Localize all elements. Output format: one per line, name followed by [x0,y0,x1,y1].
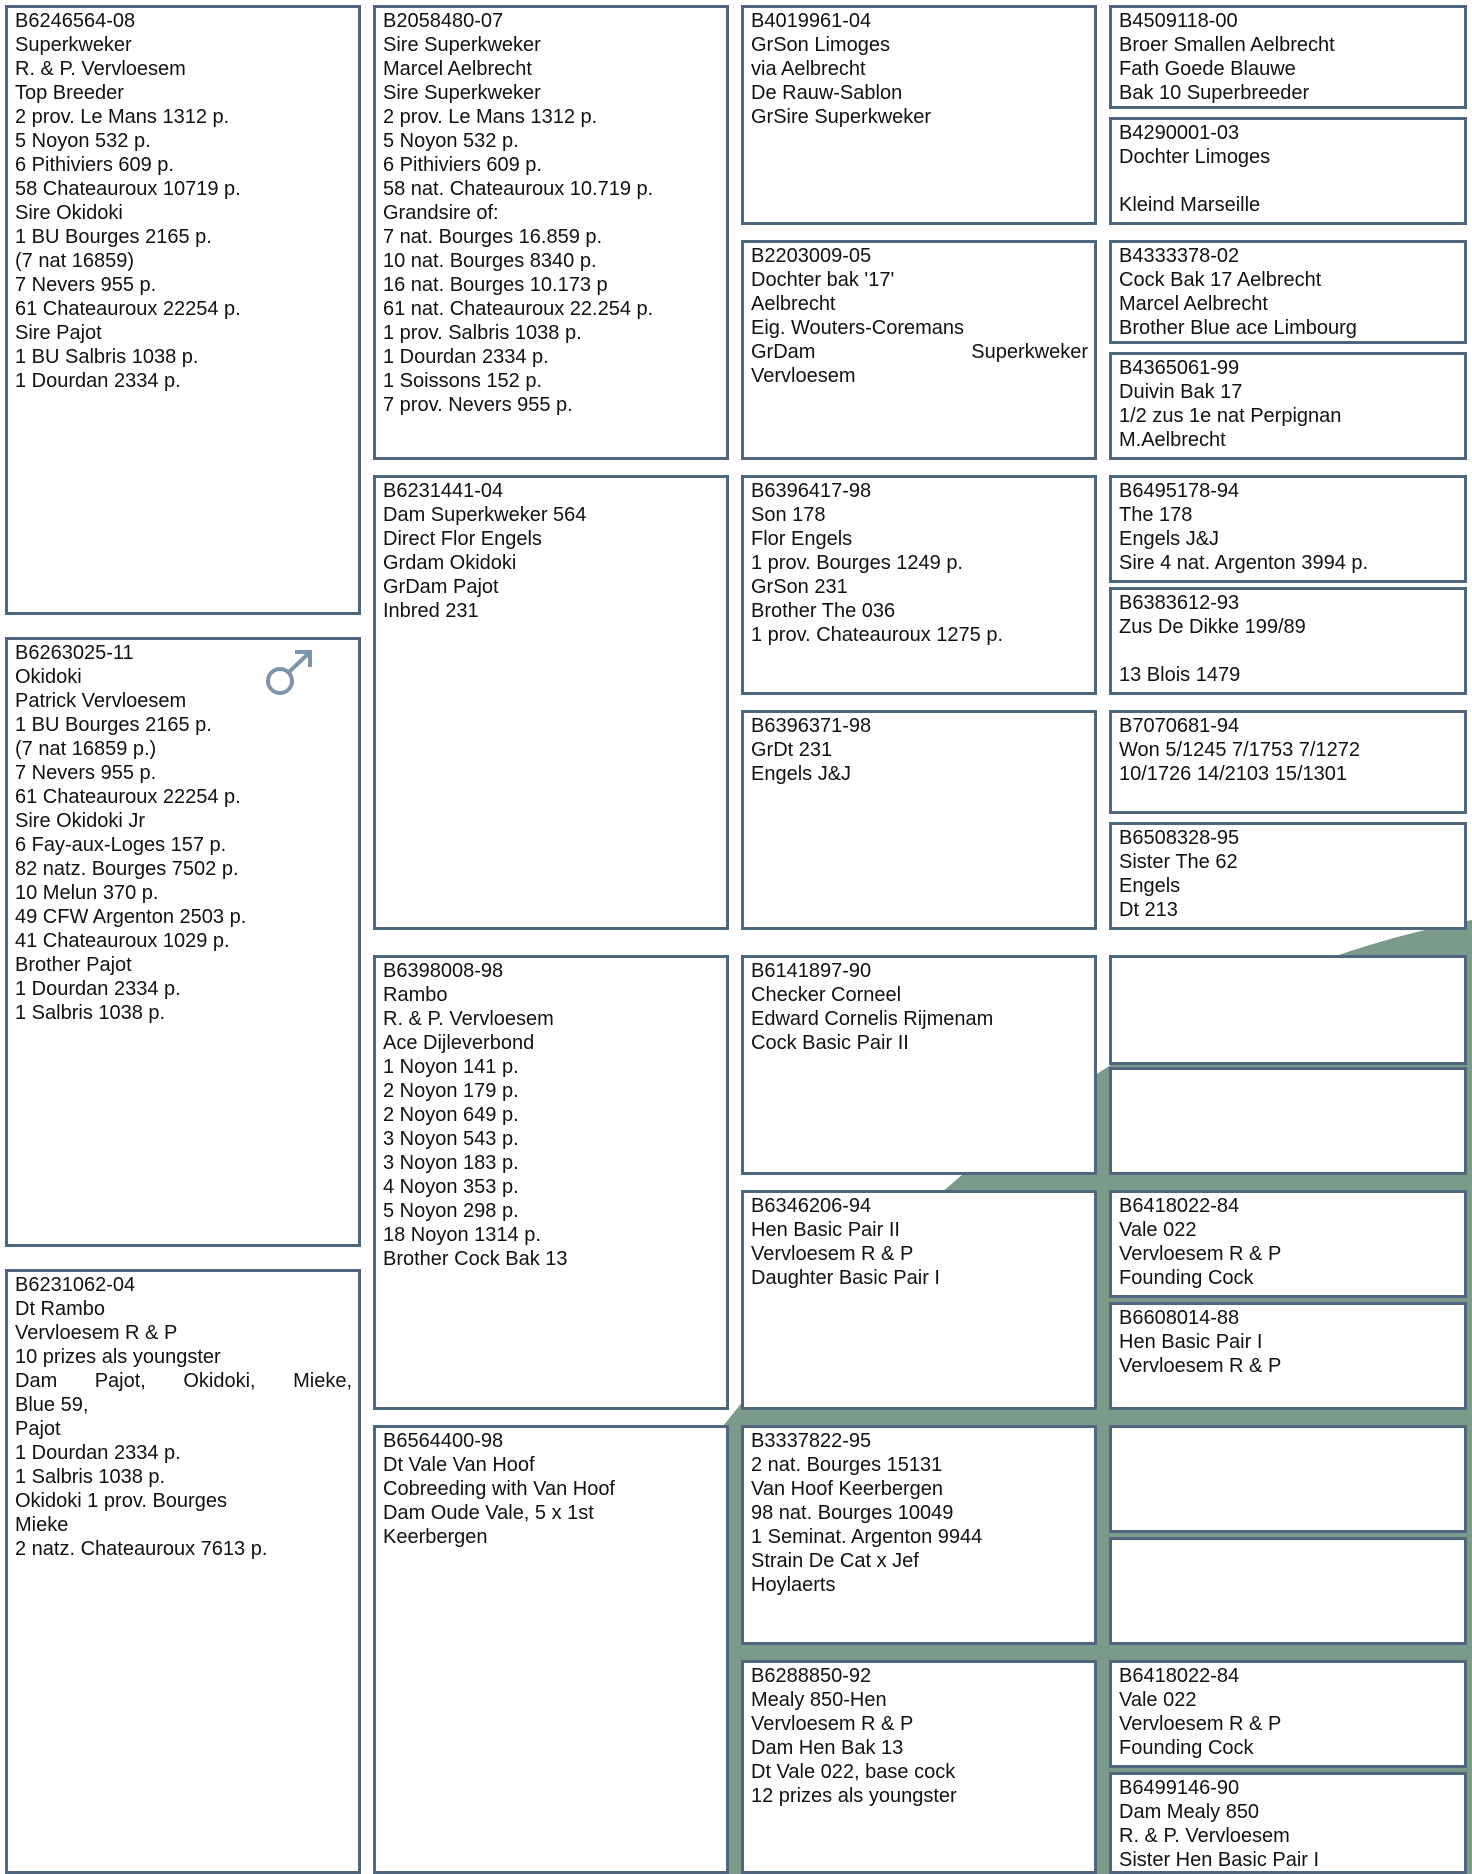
card-text-line: Dam Hen Bak 13 [751,1737,904,1759]
gen4-card[interactable] [1109,1425,1467,1533]
card-text-line: 41 Chateauroux 1029 p. [15,930,230,952]
card-text-line: 16 nat. Bourges 10.173 p [383,274,608,296]
card-text-line: Zus De Dikke 199/89 [1119,616,1306,638]
card-text-line: Brother Blue ace Limbourg [1119,317,1357,339]
card-text-line: The 178 [1119,504,1193,526]
card-text-line: 1 Dourdan 2334 p. [15,370,181,392]
gen3-card[interactable] [741,1425,1097,1645]
justified-word: Okidoki, [183,1370,256,1392]
card-text-line: 2 prov. Le Mans 1312 p. [15,106,230,128]
card-text-line: Vervloesem R & P [1119,1355,1282,1377]
card-text-line: 2 Noyon 649 p. [383,1104,519,1126]
card-text-line: Ace Dijleverbond [383,1032,535,1054]
card-text-line: Blue 59, [15,1394,89,1416]
gen3-card[interactable] [741,475,1097,695]
ring-number: B4290001-03 [1119,122,1240,144]
card-text-line: Dt Rambo [15,1298,106,1320]
card-text-line: Founding Cock [1119,1737,1254,1759]
card-text-line [1119,639,1458,663]
card-text-line: Edward Cornelis Rijmenam [751,1008,994,1030]
gen3-card[interactable] [741,1660,1097,1874]
card-text-line: Won 5/1245 7/1753 7/1272 [1119,739,1360,761]
card-text-line: Sire Pajot [15,322,102,344]
card-text-line: 5 Noyon 298 p. [383,1200,519,1222]
gen4-card[interactable] [1109,240,1467,344]
card-text-line: Sister The 62 [1119,851,1238,873]
card-text-line: Brother The 036 [751,600,896,622]
ring-number: B7070681-94 [1119,715,1240,737]
card-text-line: 98 nat. Bourges 10049 [751,1502,954,1524]
card-text-line: 58 nat. Chateauroux 10.719 p. [383,178,654,200]
card-text-line: 1 Dourdan 2334 p. [383,346,549,368]
ring-number: B3337822-95 [751,1430,872,1452]
ring-number: B6508328-95 [1119,827,1240,849]
card-text-line: Cobreeding with Van Hoof [383,1478,615,1500]
card-text-line: Superkweker [15,34,132,56]
card-text-line: 1 prov. Chateauroux 1275 p. [751,624,1004,646]
ring-number: B6418022-84 [1119,1665,1240,1687]
card-text-line [1119,169,1458,193]
card-text-line: Hoylaerts [751,1574,836,1596]
gen2-card[interactable] [373,475,729,930]
card-text-line: Fath Goede Blauwe [1119,58,1296,80]
card-text-line: Dam Mealy 850 [1119,1801,1260,1823]
card-text-line: 6 Fay-aux-Loges 157 p. [15,834,227,856]
card-text-line: 10 Melun 370 p. [15,882,159,904]
card-text-line: Broer Smallen Aelbrecht [1119,34,1335,56]
gen3-card[interactable] [741,5,1097,225]
justified-word: GrDam [751,341,816,363]
gen4-card[interactable] [1109,1190,1467,1298]
justified-word: Superkweker [971,341,1088,363]
gen4-card[interactable] [1109,117,1467,225]
card-text-line: via Aelbrecht [751,58,866,80]
card-text-line: Van Hoof Keerbergen [751,1478,943,1500]
dam-card[interactable] [5,1269,361,1874]
ring-number: B6346206-94 [751,1195,872,1217]
card-text-line: 18 Noyon 1314 p. [383,1224,541,1246]
card-text-line: Grandsire of: [383,202,499,224]
ring-number: B6231062-04 [15,1274,136,1296]
card-text-line: 1 BU Bourges 2165 p. [15,226,212,248]
justified-word: Dam [15,1370,58,1392]
card-text-line: Vervloesem [751,365,856,387]
card-text-line: Dt Vale 022, base cock [751,1761,956,1783]
card-text-line: Brother Pajot [15,954,132,976]
card-text-line: Founding Cock [1119,1267,1254,1289]
card-text-line: Vale 022 [1119,1219,1197,1241]
card-text-line: Bak 10 Superbreeder [1119,82,1310,104]
card-text-line: GrDam Pajot [383,576,499,598]
card-text-line: 7 Nevers 955 p. [15,762,157,784]
card-text-line: Duivin Bak 17 [1119,381,1243,403]
card-text-line: Engels J&J [1119,528,1220,550]
justified-word: Pajot, [94,1370,146,1392]
card-text-line: GrSon Limoges [751,34,890,56]
ring-number: B6608014-88 [1119,1307,1240,1329]
ring-number: B6418022-84 [1119,1195,1240,1217]
card-text-line: Son 178 [751,504,826,526]
card-text-line: 7 nat. Bourges 16.859 p. [383,226,603,248]
card-text-line: 5 Noyon 532 p. [383,130,519,152]
card-text-line: 3 Noyon 183 p. [383,1152,519,1174]
gen4-card[interactable] [1109,1067,1467,1175]
card-text-line: M.Aelbrecht [1119,429,1226,451]
gen4-card[interactable] [1109,475,1467,583]
card-text-line: 1 prov. Salbris 1038 p. [383,322,582,344]
card-text-line: 3 Noyon 543 p. [383,1128,519,1150]
card-text-line: 7 prov. Nevers 955 p. [383,394,573,416]
card-text-line: 82 natz. Bourges 7502 p. [15,858,239,880]
card-text-line: Engels [1119,875,1181,897]
card-text-line: Eig. Wouters-Coremans [751,317,965,339]
card-text-line: Strain De Cat x Jef [751,1550,919,1572]
card-text-line: Sire Okidoki Jr [15,810,146,832]
card-text-line: Dt 213 [1119,899,1178,921]
card-text-line: Okidoki [15,666,82,688]
card-text-line: Mieke [15,1514,69,1536]
card-text-line: 61 Chateauroux 22254 p. [15,298,241,320]
card-text-line: Inbred 231 [383,600,479,622]
sire-card[interactable] [5,5,361,615]
gen3-card[interactable] [741,1190,1097,1410]
card-text-line: De Rauw-Sablon [751,82,903,104]
gen2-card[interactable] [373,5,729,460]
card-text-line: 1 Noyon 141 p. [383,1056,519,1078]
card-text-line-justified [15,1369,352,1393]
card-text-line: Vervloesem R & P [751,1243,914,1265]
card-text-line: Keerbergen [383,1526,488,1548]
card-text-line: 1 Dourdan 2334 p. [15,978,181,1000]
card-text-line: Sire Okidoki [15,202,123,224]
card-text-line: 10 nat. Bourges 8340 p. [383,250,597,272]
ring-number: B6396417-98 [751,480,872,502]
card-text-line: 12 prizes als youngster [751,1785,957,1807]
card-text-line: Vervloesem R & P [1119,1243,1282,1265]
ring-number: B4019961-04 [751,10,872,32]
card-text-line: 1 Seminat. Argenton 9944 [751,1526,983,1548]
card-text-line: 13 Blois 1479 [1119,664,1241,686]
card-text-line-justified [751,340,1088,364]
card-text-line: Daughter Basic Pair I [751,1267,940,1289]
card-text-line: Dam Superkweker 564 [383,504,587,526]
ring-number: B2058480-07 [383,10,504,32]
card-text-line: 2 natz. Chateauroux 7613 p. [15,1538,268,1560]
card-text-line: Top Breeder [15,82,124,104]
card-text-line: Engels J&J [751,763,852,785]
card-text-line: Hen Basic Pair II [751,1219,900,1241]
card-text-line: Mealy 850-Hen [751,1689,887,1711]
gen4-card[interactable] [1109,5,1467,109]
card-text-line: Direct Flor Engels [383,528,542,550]
card-text-line: Brother Cock Bak 13 [383,1248,568,1270]
card-text-line: 49 CFW Argenton 2503 p. [15,906,247,928]
ring-number: B4365061-99 [1119,357,1240,379]
gen4-card[interactable] [1109,352,1467,460]
card-text-line: Dt Vale Van Hoof [383,1454,535,1476]
card-text-line: 1 BU Salbris 1038 p. [15,346,199,368]
gen4-card[interactable] [1109,710,1467,814]
gen4-card[interactable] [1109,1302,1467,1410]
gen4-card[interactable] [1109,1537,1467,1645]
card-text-line: 10/1726 14/2103 15/1301 [1119,763,1347,785]
gen4-card[interactable] [1109,1772,1467,1874]
card-text-line: Sister Hen Basic Pair I [1119,1849,1320,1871]
card-text-line: Hen Basic Pair I [1119,1331,1263,1353]
card-text-line: 6 Pithiviers 609 p. [15,154,174,176]
gen4-card[interactable] [1109,587,1467,695]
card-text-line: Pajot [15,1418,61,1440]
ring-number: B6495178-94 [1119,480,1240,502]
card-text-line: R. & P. Vervloesem [15,58,186,80]
card-text-line: GrSire Superkweker [751,106,932,128]
card-text-line: 2 nat. Bourges 15131 [751,1454,943,1476]
ring-number: B6398008-98 [383,960,504,982]
ring-number: B4333378-02 [1119,245,1240,267]
ring-number: B6288850-92 [751,1665,872,1687]
card-text-line: Rambo [383,984,448,1006]
gen3-card[interactable] [741,710,1097,930]
male-sign-icon [262,648,318,698]
card-text-line: 5 Noyon 532 p. [15,130,151,152]
card-text-line: Dochter Limoges [1119,146,1271,168]
card-text-line: (7 nat 16859) [15,250,134,272]
card-text-line: 6 Pithiviers 609 p. [383,154,542,176]
gen3-card[interactable] [741,240,1097,460]
ring-number: B4509118-00 [1119,10,1238,32]
card-text-line: (7 nat 16859 p.) [15,738,157,760]
card-text-line: Marcel Aelbrecht [1119,293,1268,315]
card-text-line: Vervloesem R & P [15,1322,178,1344]
card-text-line: 61 Chateauroux 22254 p. [15,786,241,808]
gen4-card[interactable] [1109,955,1467,1065]
card-text-line: 4 Noyon 353 p. [383,1176,519,1198]
card-text-line: Sire Superkweker [383,82,541,104]
card-text-line: 1 Salbris 1038 p. [15,1466,166,1488]
card-text-line: 2 prov. Le Mans 1312 p. [383,106,598,128]
card-text-line: 1 Dourdan 2334 p. [15,1442,181,1464]
card-text-line: R. & P. Vervloesem [1119,1825,1290,1847]
card-text-line: 2 Noyon 179 p. [383,1080,519,1102]
gen4-card[interactable] [1109,1660,1467,1768]
card-text-line: Patrick Vervloesem [15,690,187,712]
card-text-line: Dam Oude Vale, 5 x 1st [383,1502,594,1524]
card-text-line: Sire 4 nat. Argenton 3994 p. [1119,552,1369,574]
card-text-line: Checker Corneel [751,984,902,1006]
card-text-line: Cock Basic Pair II [751,1032,909,1054]
card-text-line: 10 prizes als youngster [15,1346,221,1368]
card-text-line: 1/2 zus 1e nat Perpignan [1119,405,1342,427]
ring-number: B2203009-05 [751,245,872,267]
card-text-line: Grdam Okidoki [383,552,517,574]
ring-number: B6141897-90 [751,960,872,982]
card-text-line: Okidoki 1 prov. Bourges [15,1490,227,1512]
card-text-line: Sire Superkweker [383,34,541,56]
subject-card[interactable] [5,637,361,1247]
ring-number: B6396371-98 [751,715,872,737]
ring-number: B6246564-08 [15,10,136,32]
card-text-line: Vervloesem R & P [1119,1713,1282,1735]
card-text-line: 1 Soissons 152 p. [383,370,542,392]
card-text-line: Cock Bak 17 Aelbrecht [1119,269,1322,291]
card-text-line: Flor Engels [751,528,853,550]
card-text-line: Kleind Marseille [1119,194,1261,216]
card-text-line: 58 Chateauroux 10719 p. [15,178,241,200]
gen4-card[interactable] [1109,822,1467,930]
gen2-card[interactable] [373,955,729,1410]
card-text-line: 7 Nevers 955 p. [15,274,157,296]
card-text-line: Vale 022 [1119,1689,1197,1711]
card-text-line: 1 prov. Bourges 1249 p. [751,552,963,574]
ring-number: B6499146-90 [1119,1777,1240,1799]
gen2-card[interactable] [373,1425,729,1874]
ring-number: B6383612-93 [1119,592,1240,614]
card-text-line: GrSon 231 [751,576,848,598]
ring-number: B6564400-98 [383,1430,504,1452]
gen3-card[interactable] [741,955,1097,1175]
justified-word: Mieke, [293,1370,352,1392]
card-text-line: GrDt 231 [751,739,833,761]
ring-number: B6231441-04 [383,480,504,502]
card-text-line: Marcel Aelbrecht [383,58,532,80]
card-text-line: 1 Salbris 1038 p. [15,1002,166,1024]
card-text-line: Aelbrecht [751,293,836,315]
card-text-line: Dochter bak '17' [751,269,895,291]
card-text-line: 61 nat. Chateauroux 22.254 p. [383,298,654,320]
card-text-line: Vervloesem R & P [751,1713,914,1735]
card-text-line: 1 BU Bourges 2165 p. [15,714,212,736]
card-text-line: R. & P. Vervloesem [383,1008,554,1030]
ring-number: B6263025-11 [15,642,134,664]
